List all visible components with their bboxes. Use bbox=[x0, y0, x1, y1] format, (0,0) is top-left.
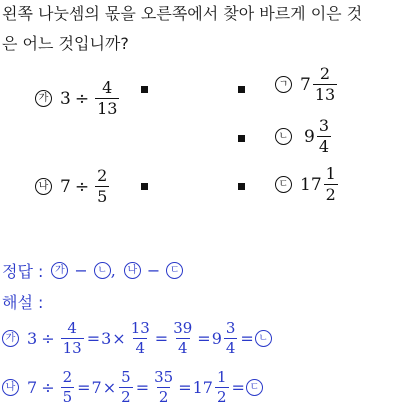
whole-part: 9 bbox=[211, 329, 222, 348]
numerator: 13 bbox=[130, 319, 150, 337]
left-item-ga bbox=[35, 80, 121, 117]
answer-line bbox=[2, 259, 183, 282]
numerator: 4 bbox=[67, 319, 77, 337]
denominator: 4 bbox=[135, 339, 145, 357]
connect-dot-left-na[interactable] bbox=[141, 183, 148, 190]
term: 7 bbox=[91, 378, 102, 397]
term: 3 bbox=[27, 329, 38, 348]
fraction bbox=[215, 370, 229, 405]
divide-sign: ÷ bbox=[74, 88, 90, 109]
whole-part: 9 bbox=[304, 126, 315, 147]
numerator: 2 bbox=[97, 166, 108, 185]
mark-nieun: ㄴ bbox=[275, 128, 292, 145]
connect-dot-left-ga[interactable] bbox=[141, 86, 148, 93]
numerator: 35 bbox=[154, 368, 174, 386]
fraction bbox=[61, 370, 75, 405]
divide-sign: ÷ bbox=[41, 329, 55, 348]
denominator: 2 bbox=[158, 388, 169, 406]
mark-ga: 가 bbox=[35, 90, 52, 107]
answer-mark-2: ㄴ bbox=[94, 262, 111, 279]
fraction bbox=[129, 321, 152, 356]
answer-dash-2: − bbox=[146, 261, 161, 280]
denominator: 13 bbox=[62, 339, 82, 357]
result-mark: ㄷ bbox=[246, 379, 263, 396]
answer-separator: , bbox=[110, 261, 116, 280]
mark-digeut: ㄷ bbox=[275, 176, 292, 193]
numerator: 3 bbox=[318, 116, 330, 135]
denominator: 4 bbox=[177, 339, 188, 357]
right-item-2 bbox=[275, 118, 333, 155]
term: 3 bbox=[101, 329, 112, 348]
answer-mark-3: 나 bbox=[124, 262, 141, 279]
equals-sign: = bbox=[197, 329, 211, 348]
connect-dot-right-1[interactable] bbox=[238, 86, 245, 93]
denominator: 4 bbox=[318, 137, 330, 156]
divide-sign: ÷ bbox=[41, 378, 55, 397]
fraction bbox=[313, 66, 337, 103]
times-sign: × bbox=[112, 329, 126, 348]
fraction bbox=[152, 370, 175, 405]
fraction bbox=[95, 80, 119, 117]
fraction bbox=[61, 321, 84, 356]
numerator: 2 bbox=[62, 368, 73, 386]
solution-line-1 bbox=[2, 321, 272, 356]
numerator: 4 bbox=[102, 78, 113, 97]
whole-part: 17 bbox=[300, 174, 322, 195]
denominator: 13 bbox=[97, 99, 118, 118]
fraction bbox=[119, 370, 133, 405]
connect-dot-right-3[interactable] bbox=[238, 183, 245, 190]
solution-line-2 bbox=[2, 370, 263, 405]
right-item-3 bbox=[275, 166, 340, 203]
denominator: 4 bbox=[225, 339, 236, 357]
equals-sign: = bbox=[86, 329, 101, 348]
term: 7 bbox=[27, 378, 38, 397]
equals-sign: = bbox=[135, 378, 150, 397]
fraction bbox=[224, 321, 238, 356]
right-item-1 bbox=[275, 66, 339, 103]
numerator: 5 bbox=[121, 368, 131, 386]
dividend: 7 bbox=[60, 176, 71, 197]
connect-dot-right-2[interactable] bbox=[238, 135, 245, 142]
denominator: 2 bbox=[216, 388, 227, 406]
equals-sign: = bbox=[240, 329, 254, 348]
whole-part: 17 bbox=[192, 378, 213, 397]
question-line-1: 왼쪽 나눗셈의 몫을 오른쪽에서 찾아 바르게 이은 것 bbox=[2, 4, 363, 23]
answer-dash-1: − bbox=[74, 261, 88, 280]
solution-mark: 가 bbox=[2, 330, 19, 347]
solution-mark: 나 bbox=[2, 379, 19, 396]
numerator: 1 bbox=[325, 164, 336, 183]
equals-sign: = bbox=[77, 378, 91, 397]
fraction bbox=[171, 321, 194, 356]
answer-label: 정답 : bbox=[2, 262, 44, 281]
explanation-label: 해설 : bbox=[2, 293, 44, 312]
numerator: 1 bbox=[216, 368, 227, 386]
answer-mark-1: 가 bbox=[51, 262, 68, 279]
fraction bbox=[317, 118, 331, 155]
fraction bbox=[324, 166, 338, 203]
mark-na: 나 bbox=[35, 178, 52, 195]
whole-part: 7 bbox=[300, 74, 311, 95]
denominator: 2 bbox=[325, 185, 336, 204]
denominator: 2 bbox=[121, 388, 131, 406]
left-item-na bbox=[35, 168, 111, 205]
equals-sign: = bbox=[178, 378, 192, 397]
equals-sign: = bbox=[154, 329, 169, 348]
equals-sign: = bbox=[231, 378, 245, 397]
mark-giyeok: ㄱ bbox=[275, 76, 292, 93]
denominator: 5 bbox=[62, 388, 73, 406]
denominator: 13 bbox=[314, 85, 336, 104]
divide-sign: ÷ bbox=[74, 176, 90, 197]
answer-mark-4: ㄷ bbox=[166, 262, 183, 279]
numerator: 2 bbox=[319, 64, 331, 83]
denominator: 5 bbox=[97, 187, 108, 206]
numerator: 3 bbox=[225, 319, 236, 337]
dividend: 3 bbox=[60, 88, 71, 109]
times-sign: × bbox=[102, 378, 117, 397]
question-line-2: 은 어느 것입니까? bbox=[2, 34, 129, 53]
numerator: 39 bbox=[173, 319, 193, 337]
fraction bbox=[95, 168, 109, 205]
result-mark: ㄴ bbox=[255, 330, 272, 347]
